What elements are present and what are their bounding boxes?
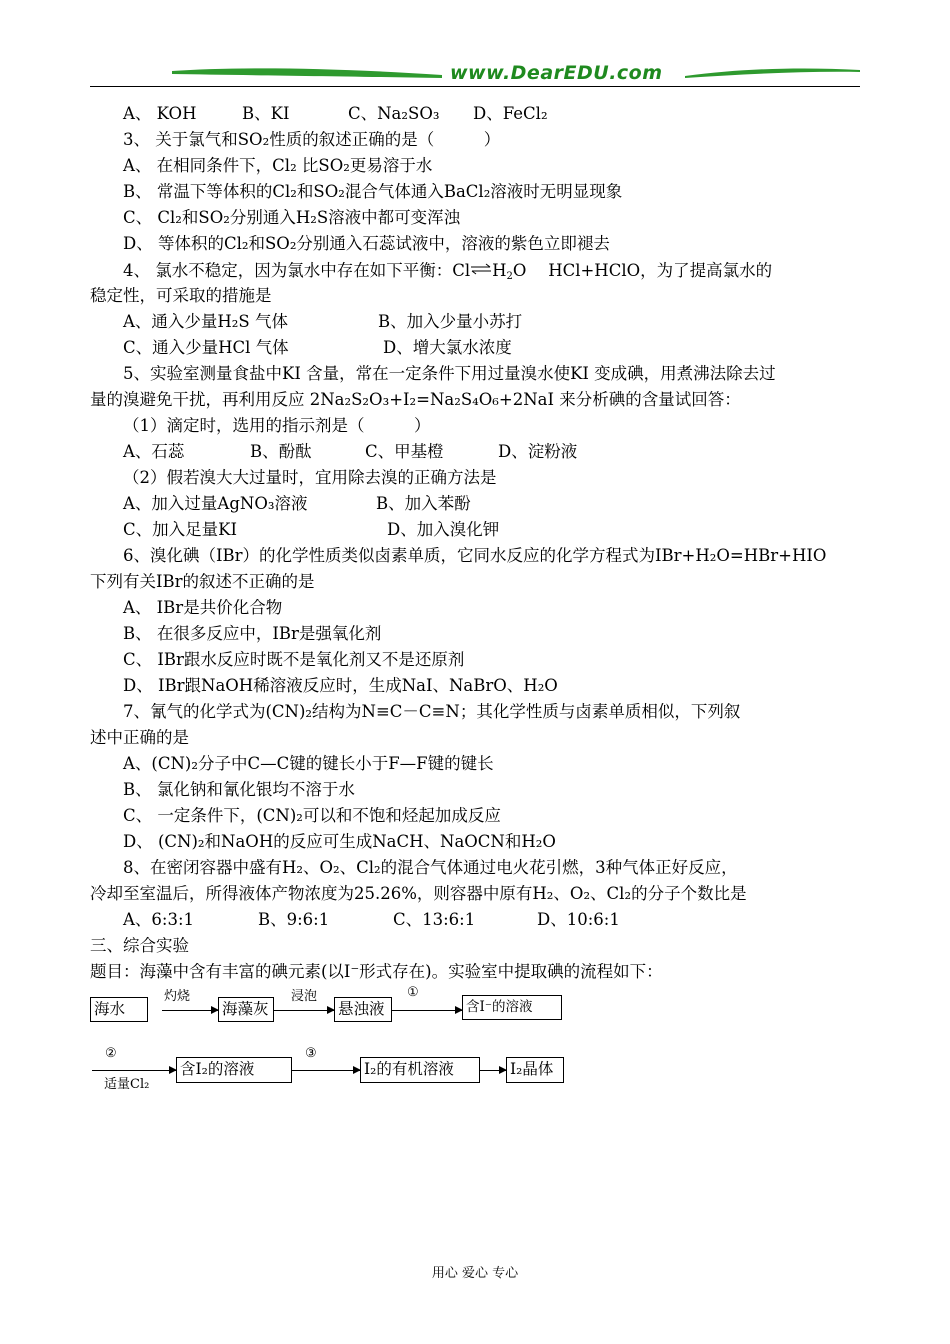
q4-stem: 4、 氯水不稳定，因为氯水中存在如下平衡：Cl $H_2O$ HCl+HClO，为了提高氯水的: [123, 261, 773, 282]
site-url[interactable]: www.DearEDU.com: [450, 62, 663, 84]
q4-option-d: D、增大氯水浓度: [383, 338, 512, 357]
q6-option-c: C、 IBr跟水反应时既不是氧化剂又不是还原剂: [123, 650, 465, 669]
q5-sub1-option-b: B、酚酞: [250, 442, 312, 461]
q7-option-b: B、 氯化钠和氰化银均不溶于水: [123, 780, 355, 799]
q6-stem-line1: 6、溴化碘（IBr）的化学性质类似卤素单质，它同水反应的化学方程式为IBr+H₂O=HBr+HIO: [123, 546, 827, 565]
q4-option-c: C、通入少量HCl 气体: [123, 338, 289, 357]
q4-option-a: A、通入少量H₂S 气体: [123, 312, 288, 331]
q7-option-c: C、 一定条件下，(CN)₂可以和不饱和烃起加成反应: [123, 806, 501, 825]
flow-box-seaweed-ash: 海藻灰: [218, 997, 274, 1022]
q4-option-b: B、加入少量小苏打: [378, 312, 523, 331]
flow-box-suspension: 悬浊液: [334, 997, 392, 1022]
q5-stem-line1: 5、实验室测量食盐中KI 含量，常在一定条件下用过量溴水使KI 变成碘，用煮沸法除去过: [123, 364, 776, 383]
flow-label-step2: ②: [105, 1046, 117, 1061]
q2-option-d: D、FeCl₂: [473, 104, 548, 123]
flow-box-iodine-crystal: I₂晶体: [506, 1057, 564, 1083]
flow-arrow-5: [292, 1070, 360, 1071]
q8-stem-line2: 冷却至室温后，所得液体产物浓度为25.26%，则容器中原有H₂、O₂、Cl₂的分子个数比是: [90, 884, 747, 903]
q5-sub1: （1）滴定时，选用的指示剂是（ ）: [123, 416, 431, 435]
q6-stem-line2: 下列有关IBr的叙述不正确的是: [90, 572, 315, 591]
equilibrium-arrows-icon: [470, 259, 492, 271]
flow-arrow-4: [92, 1070, 176, 1071]
q7-stem-line1: 7、氰气的化学式为(CN)₂结构为N≡C－C≡N；其化学性质与卤素单质相似，下列叙: [123, 702, 741, 721]
q5-sub1-option-c: C、甲基橙: [365, 442, 444, 461]
q4-stem-part-a: 4、 氯水不稳定，因为氯水中存在如下平衡：Cl: [123, 261, 471, 280]
page-header: [90, 62, 860, 88]
q8-option-b: B、9:6:1: [258, 910, 330, 929]
q8-option-d: D、10:6:1: [537, 910, 620, 929]
q3-stem: 3、 关于氯气和SO₂性质的叙述正确的是（ ）: [123, 130, 501, 149]
flow-box-organic-solution: I₂的有机溶液: [360, 1057, 480, 1083]
q3-option-d: D、 等体积的Cl₂和SO₂分别通入石蕊试液中，溶液的紫色立即褪去: [123, 234, 610, 253]
q2-option-b: B、KI: [242, 104, 290, 123]
flow-label-burn: 灼烧: [164, 989, 191, 1004]
q5-sub2-option-d: D、加入溴化钾: [387, 520, 500, 539]
flow-arrow-6: [480, 1070, 506, 1071]
q5-sub1-option-d: D、淀粉液: [498, 442, 578, 461]
flow-arrow-3: [392, 1010, 462, 1011]
flow-label-soak: 浸泡: [291, 989, 318, 1004]
page-footer: 用心 爱心 专心: [431, 1266, 519, 1281]
q5-sub2-option-c: C、加入足量KI: [123, 520, 237, 539]
q4-stem-line2: 稳定性，可采取的措施是: [90, 286, 272, 305]
q3-option-b: B、 常温下等体积的Cl₂和SO₂混合气体通入BaCl₂溶液时无明显现象: [123, 182, 623, 201]
q7-option-d: D、 (CN)₂和NaOH的反应可生成NaCH、NaOCN和H₂O: [123, 832, 556, 851]
flow-box-iodide-solution: 含I⁻的溶液: [462, 995, 562, 1020]
green-swoosh-left-icon: [172, 66, 442, 80]
q5-sub2: （2）假若溴大大过量时，宜用除去溴的正确方法是: [123, 468, 497, 487]
q5-sub1-option-a: A、石蕊: [123, 442, 185, 461]
flow-box-iodine-solution: 含I₂的溶液: [176, 1057, 292, 1083]
flow-label-step1: ①: [407, 985, 419, 1000]
q4-stem-part-c: O HCl+HClO，为了提高氯水的: [512, 261, 773, 280]
section-title: 三、综合实验: [90, 936, 189, 955]
q2-option-a: A、 KOH: [123, 104, 197, 123]
flow-label-step3: ③: [305, 1046, 317, 1061]
q8-stem-line1: 8、在密闭容器中盛有H₂、O₂、Cl₂的混合气体通过电火花引燃，3种气体正好反应，: [123, 858, 738, 877]
q2-option-c: C、Na₂SO₃: [348, 104, 440, 123]
flow-box-seawater: 海水: [90, 997, 148, 1022]
flow-label-chlorine: 适量Cl₂: [104, 1077, 150, 1092]
q6-option-d: D、 IBr跟NaOH稀溶液反应时，生成NaI、NaBrO、H₂O: [123, 676, 558, 695]
q7-option-a: A、(CN)₂分子中C—C键的键长小于F—F键的键长: [123, 754, 494, 773]
section-intro: 题目：海藻中含有丰富的碘元素(以I⁻形式存在)。实验室中提取碘的流程如下：: [90, 962, 663, 981]
q8-option-c: C、13:6:1: [393, 910, 476, 929]
q5-sub2-option-b: B、加入苯酚: [376, 494, 471, 513]
q3-option-c: C、 Cl₂和SO₂分别通入H₂S溶液中都可变浑浊: [123, 208, 461, 227]
flow-arrow-2: [274, 1010, 334, 1011]
q4-stem-part-b: H: [492, 261, 507, 280]
header-rule: [90, 86, 860, 87]
green-swoosh-right-icon: [685, 66, 860, 80]
q5-stem-line2: 量的溴避免干扰，再利用反应 2Na₂S₂O₃+I₂=Na₂S₄O₆+2NaI 来分析碘的含量试回答：: [90, 390, 741, 409]
q7-stem-line2: 述中正确的是: [90, 728, 189, 747]
q3-option-a: A、 在相同条件下，Cl₂ 比SO₂更易溶于水: [123, 156, 433, 175]
q6-option-b: B、 在很多反应中，IBr是强氧化剂: [123, 624, 382, 643]
q8-option-a: A、6:3:1: [123, 910, 195, 929]
q6-option-a: A、 IBr是共价化合物: [123, 598, 283, 617]
flow-arrow-1: [162, 1010, 218, 1011]
q5-sub2-option-a: A、加入过量AgNO₃溶液: [123, 494, 308, 513]
